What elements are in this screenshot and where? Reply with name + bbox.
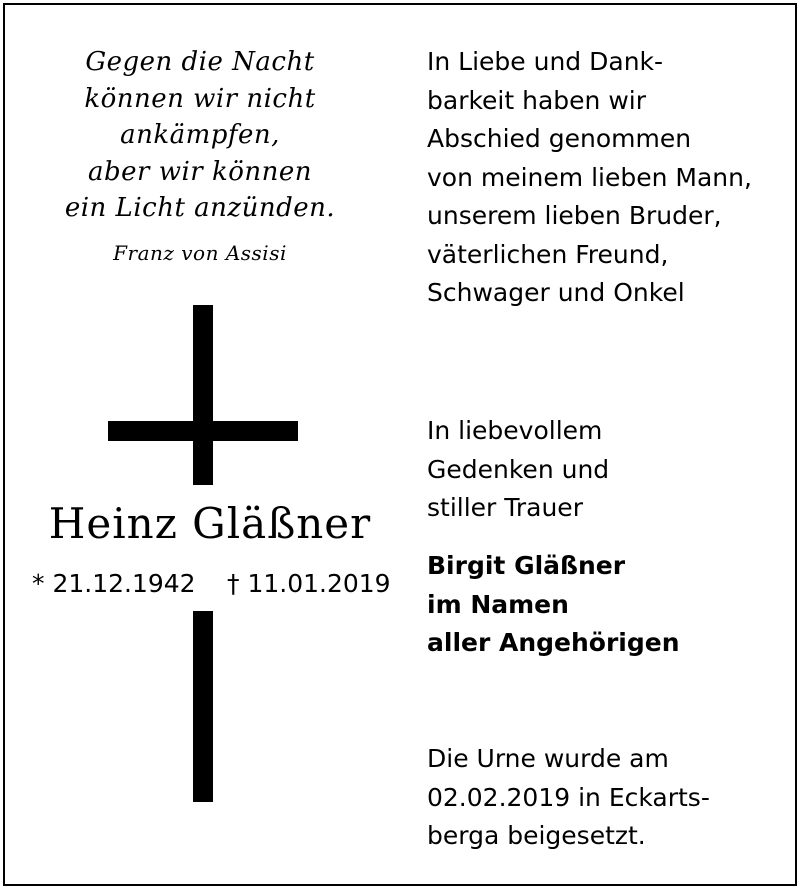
- burial-note: [427, 740, 787, 856]
- cross-crossbar: [108, 421, 298, 441]
- signature-line: im Namen: [427, 589, 569, 619]
- signature-line: aller Angehörigen: [427, 628, 680, 657]
- text-line: stiller Trauer: [427, 493, 583, 522]
- text-line: Die Urne wurde am: [427, 744, 669, 773]
- cross-upper-beam: [193, 305, 213, 485]
- deceased-name: Heinz Gläßner: [48, 499, 372, 548]
- text-line: In liebevollem: [427, 416, 603, 445]
- cross-lower-beam: [193, 611, 213, 802]
- farewell-text: [427, 43, 787, 313]
- quote-line: ein Licht anzünden.: [64, 193, 336, 223]
- quote-line: können wir nicht: [84, 83, 316, 114]
- birth-date: * 21.12.1942: [32, 569, 196, 598]
- text-line: Abschied genommen: [427, 124, 692, 153]
- signature: [427, 547, 787, 663]
- text-line: von meinem lieben Mann,: [427, 162, 752, 192]
- signature-line: Birgit Gläßner: [427, 551, 626, 580]
- text-line: barkeit haben wir: [427, 85, 647, 115]
- text-line: Schwager und Onkel: [427, 278, 685, 307]
- life-dates: [32, 566, 402, 602]
- text-line: berga beigesetzt.: [427, 821, 646, 850]
- text-line: väterlichen Freund,: [427, 239, 669, 269]
- mourning-text: [427, 412, 787, 528]
- quote-line: aber wir können: [87, 156, 313, 187]
- text-line: 02.02.2019 in Eckarts-: [427, 782, 710, 812]
- text-line: unserem lieben Bruder,: [427, 201, 722, 230]
- quote-line: ankämpfen,: [120, 120, 280, 150]
- text-line: Gedenken und: [427, 454, 610, 484]
- quote-author: Franz von Assisi: [113, 241, 287, 265]
- text-line: In Liebe und Dank-: [427, 47, 664, 76]
- quote-line: Gegen die Nacht: [85, 47, 315, 77]
- death-date: † 11.01.2019: [227, 569, 391, 598]
- quote: [20, 44, 380, 227]
